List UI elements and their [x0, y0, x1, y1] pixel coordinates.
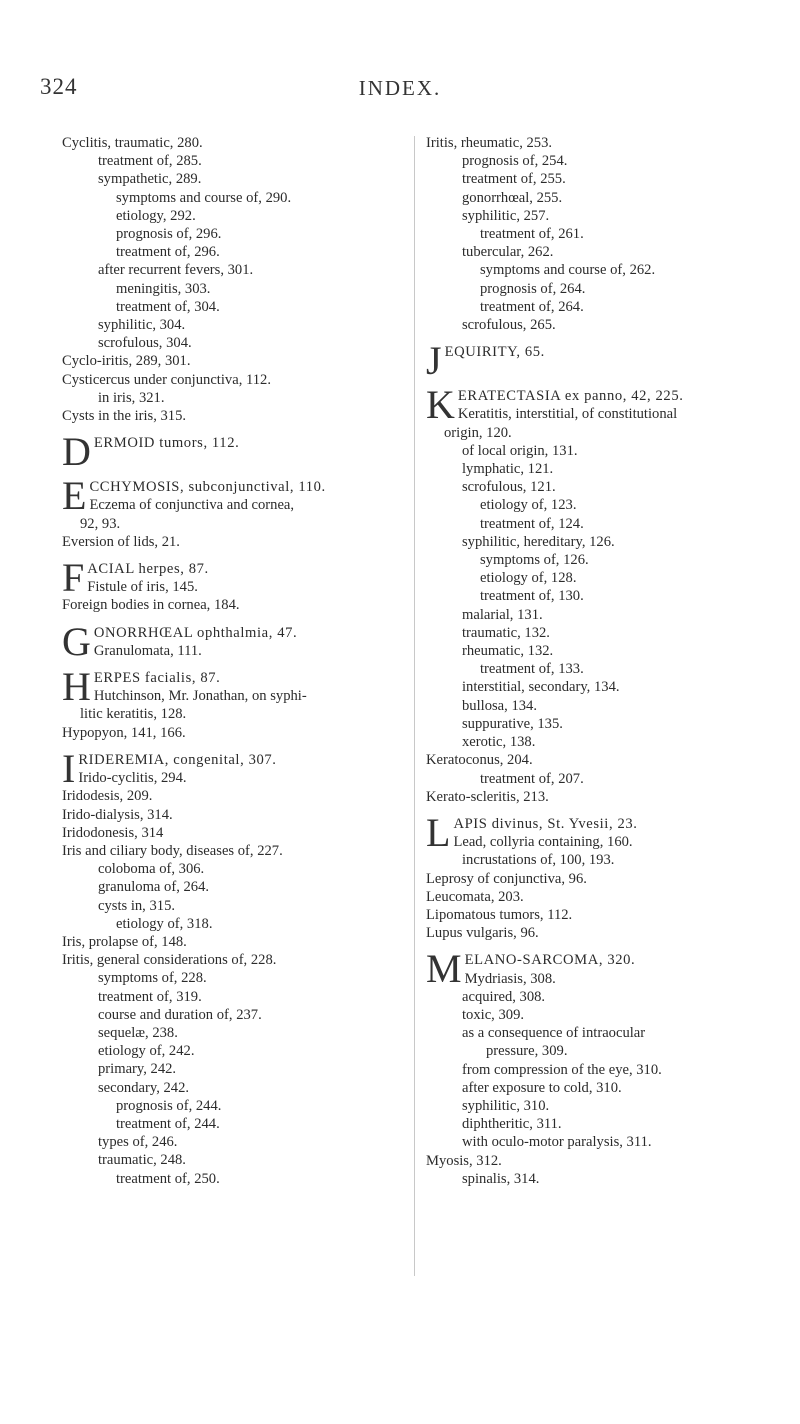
- index-entry: after exposure to cold, 310.: [462, 1079, 622, 1096]
- letter-section-i: [62, 751, 402, 787]
- section-heading-entry: EQUIRITY, 65.: [444, 344, 545, 361]
- index-entry: acquired, 308.: [462, 988, 546, 1005]
- section-heading-entry: ERMOID tumors, 112.: [93, 435, 240, 452]
- index-entry: Lupus vulgaris, 96.: [426, 925, 539, 942]
- index-entry: symptoms of, 126.: [480, 552, 589, 569]
- index-entry: symptoms and course of, 290.: [116, 189, 292, 206]
- index-entry: rheumatic, 132.: [462, 643, 554, 660]
- index-entry: litic keratitis, 128.: [80, 706, 187, 723]
- index-entry: treatment of, 261.: [480, 226, 584, 243]
- index-entry: Cyclitis, traumatic, 280.: [62, 135, 203, 151]
- drop-cap-letter: G: [62, 623, 91, 661]
- index-entry: Foreign bodies in cornea, 184.: [62, 597, 240, 614]
- letter-section-f: [62, 560, 402, 596]
- index-entry: in iris, 321.: [98, 389, 165, 406]
- index-entry: Iris and ciliary body, diseases of, 227.: [62, 842, 283, 859]
- entries-h: [62, 705, 402, 741]
- section-heading-entry: ONORRHŒAL ophthalmia, 47.: [93, 624, 298, 641]
- index-entry: Mydriasis, 308.: [464, 970, 556, 987]
- index-entry: treatment of, 124.: [480, 515, 584, 532]
- drop-cap-letter: H: [62, 669, 91, 706]
- letter-section-j: [426, 343, 766, 378]
- index-entry: Cysts in the iris, 315.: [62, 408, 187, 425]
- index-entry: Irido-dialysis, 314.: [62, 806, 173, 823]
- entries-f: [62, 596, 402, 614]
- section-heading-entry: ELANO-SARCOMA, 320.: [464, 952, 636, 969]
- index-entry: gonorrhœal, 255.: [462, 189, 563, 206]
- index-entry: sequelæ, 238.: [98, 1024, 178, 1041]
- entries-e: [62, 515, 402, 551]
- index-entry: course and duration of, 237.: [98, 1006, 262, 1023]
- index-entry: treatment of, 207.: [480, 770, 584, 787]
- section-heading-entry: ERATECTASIA ex panno, 42, 225.: [457, 388, 684, 405]
- drop-cap-letter: E: [62, 478, 87, 515]
- index-entry: etiology of, 318.: [116, 915, 213, 932]
- index-entry: treatment of, 285.: [98, 153, 202, 170]
- index-entry: symptoms of, 228.: [98, 970, 207, 987]
- index-entry: traumatic, 248.: [98, 1152, 186, 1169]
- index-entry: Cysticercus under conjunctiva, 112.: [62, 371, 271, 388]
- section-heading-entry: ACIAL herpes, 87.: [87, 561, 209, 578]
- index-entry: from compression of the eye, 310.: [462, 1061, 662, 1078]
- index-entry: syphilitic, hereditary, 126.: [462, 533, 615, 550]
- section-heading-entry: APIS divinus, St. Yvesii, 23.: [453, 815, 638, 832]
- index-column-right: [426, 134, 766, 1188]
- entries-c: [62, 134, 402, 425]
- entries-k: [426, 424, 766, 806]
- index-entry: treatment of, 244.: [116, 1115, 220, 1132]
- index-entry: as a consequence of intraocular: [462, 1025, 646, 1042]
- index-entry: interstitial, secondary, 134.: [462, 679, 620, 696]
- index-entry: scrofulous, 121.: [462, 479, 556, 496]
- index-entry: etiology of, 128.: [480, 570, 577, 587]
- index-entry: Keratitis, interstitial, of constitutional: [457, 406, 678, 423]
- index-entry: syphilitic, 304.: [98, 317, 186, 334]
- index-entry: treatment of, 264.: [480, 298, 584, 315]
- drop-cap-letter: F: [62, 560, 85, 597]
- index-entry: meningitis, 303.: [116, 280, 211, 297]
- index-entry: after recurrent fevers, 301.: [98, 262, 254, 279]
- index-entry: etiology of, 123.: [480, 497, 577, 514]
- column-divider: [414, 136, 415, 1276]
- entries-m: [426, 988, 766, 1188]
- index-entry: granuloma of, 264.: [98, 879, 210, 896]
- index-entry: sympathetic, 289.: [98, 171, 202, 188]
- index-entry: scrofulous, 304.: [98, 335, 192, 352]
- index-entry: pressure, 309.: [486, 1043, 568, 1060]
- index-entry: prognosis of, 296.: [116, 226, 222, 243]
- index-entry: 92, 93.: [80, 515, 121, 532]
- index-entry: tubercular, 262.: [462, 244, 554, 261]
- letter-section-h: [62, 669, 402, 705]
- index-entry: cysts in, 315.: [98, 897, 176, 914]
- index-entry: origin, 120.: [444, 424, 512, 441]
- index-entry: etiology, 292.: [116, 207, 196, 224]
- index-entry: Fistule of iris, 145.: [87, 579, 198, 596]
- index-entry: syphilitic, 310.: [462, 1097, 550, 1114]
- letter-section-g: [62, 624, 402, 660]
- index-entry: Kerato-scleritis, 213.: [426, 788, 549, 805]
- index-entry: prognosis of, 244.: [116, 1097, 222, 1114]
- page-number: 324: [40, 74, 78, 99]
- index-entry: etiology of, 242.: [98, 1043, 195, 1060]
- drop-cap-letter: I: [62, 750, 76, 788]
- index-entry: Hypopyon, 141, 166.: [62, 724, 186, 741]
- letter-section-m: [426, 951, 766, 987]
- index-entry: Iritis, general considerations of, 228.: [62, 952, 277, 969]
- index-entry: syphilitic, 257.: [462, 207, 550, 224]
- index-entry: Eczema of conjunctiva and cornea,: [89, 497, 295, 514]
- index-entry: traumatic, 132.: [462, 624, 550, 641]
- index-entry: types of, 246.: [98, 1134, 178, 1151]
- drop-cap-letter: L: [426, 814, 451, 852]
- section-heading-entry: RIDEREMIA, congenital, 307.: [78, 751, 277, 768]
- index-entry: treatment of, 130.: [480, 588, 584, 605]
- index-entry: treatment of, 319.: [98, 988, 202, 1005]
- drop-cap-letter: M: [426, 951, 462, 988]
- index-entry: malarial, 131.: [462, 606, 543, 623]
- index-entry: Leucomata, 203.: [426, 888, 524, 905]
- entries-i: [62, 787, 402, 1187]
- section-heading-entry: CCHYMOSIS, subconjunctival, 110.: [89, 479, 326, 496]
- index-entry: Keratoconus, 204.: [426, 752, 533, 769]
- index-column-left: [62, 134, 402, 1188]
- drop-cap-letter: J: [426, 343, 442, 379]
- page-header: [0, 74, 800, 104]
- index-entry: scrofulous, 265.: [462, 317, 556, 334]
- letter-section-d: [62, 434, 402, 469]
- index-entry: bullosa, 134.: [462, 697, 537, 714]
- letter-section-e: [62, 478, 402, 514]
- index-entry: Lead, collyria containing, 160.: [453, 834, 633, 851]
- index-entry: xerotic, 138.: [462, 734, 536, 751]
- index-entry: coloboma of, 306.: [98, 861, 205, 878]
- index-entry: Iris, prolapse of, 148.: [62, 933, 187, 950]
- index-entry: treatment of, 296.: [116, 244, 220, 261]
- index-entry: Myosis, 312.: [426, 1152, 502, 1169]
- index-entry: Irido-cyclitis, 294.: [78, 770, 187, 787]
- index-entry: with oculo-motor paralysis, 311.: [462, 1134, 652, 1151]
- index-entry: symptoms and course of, 262.: [480, 262, 656, 279]
- index-entry: primary, 242.: [98, 1061, 177, 1078]
- index-entry: treatment of, 255.: [462, 171, 566, 188]
- letter-section-k: [426, 387, 766, 423]
- index-entry: Iridodesis, 209.: [62, 788, 153, 805]
- index-entry: secondary, 242.: [98, 1079, 190, 1096]
- running-head: INDEX.: [358, 76, 442, 100]
- index-entry: diphtheritic, 311.: [462, 1116, 562, 1133]
- index-entry: treatment of, 133.: [480, 661, 584, 678]
- index-entry: suppurative, 135.: [462, 715, 563, 732]
- index-entry: Iritis, rheumatic, 253.: [426, 135, 553, 151]
- index-entry: prognosis of, 254.: [462, 153, 568, 170]
- index-entry: Hutchinson, Mr. Jonathan, on syphi-: [93, 688, 307, 705]
- section-heading-entry: ERPES facialis, 87.: [93, 670, 221, 687]
- index-entry: Iridodonesis, 314: [62, 824, 164, 841]
- letter-section-l: [426, 815, 766, 851]
- index-entry: Eversion of lids, 21.: [62, 533, 180, 550]
- drop-cap-letter: K: [426, 387, 455, 424]
- index-entry: lymphatic, 121.: [462, 461, 554, 478]
- index-entry: treatment of, 304.: [116, 298, 220, 315]
- entries-l: [426, 851, 766, 942]
- index-entry: of local origin, 131.: [462, 442, 578, 459]
- index-entry: treatment of, 250.: [116, 1170, 220, 1187]
- index-entry: prognosis of, 264.: [480, 280, 586, 297]
- index-entry: incrustations of, 100, 193.: [462, 852, 615, 869]
- index-entry: Lipomatous tumors, 112.: [426, 906, 573, 923]
- drop-cap-letter: D: [62, 434, 91, 470]
- index-entry: Leprosy of conjunctiva, 96.: [426, 870, 587, 887]
- index-entry: Granulomata, 111.: [93, 642, 202, 659]
- index-entry: Cyclo-iritis, 289, 301.: [62, 353, 191, 370]
- index-entry: toxic, 309.: [462, 1006, 525, 1023]
- index-entry: spinalis, 314.: [462, 1170, 540, 1187]
- entries-i-continued: [426, 134, 766, 334]
